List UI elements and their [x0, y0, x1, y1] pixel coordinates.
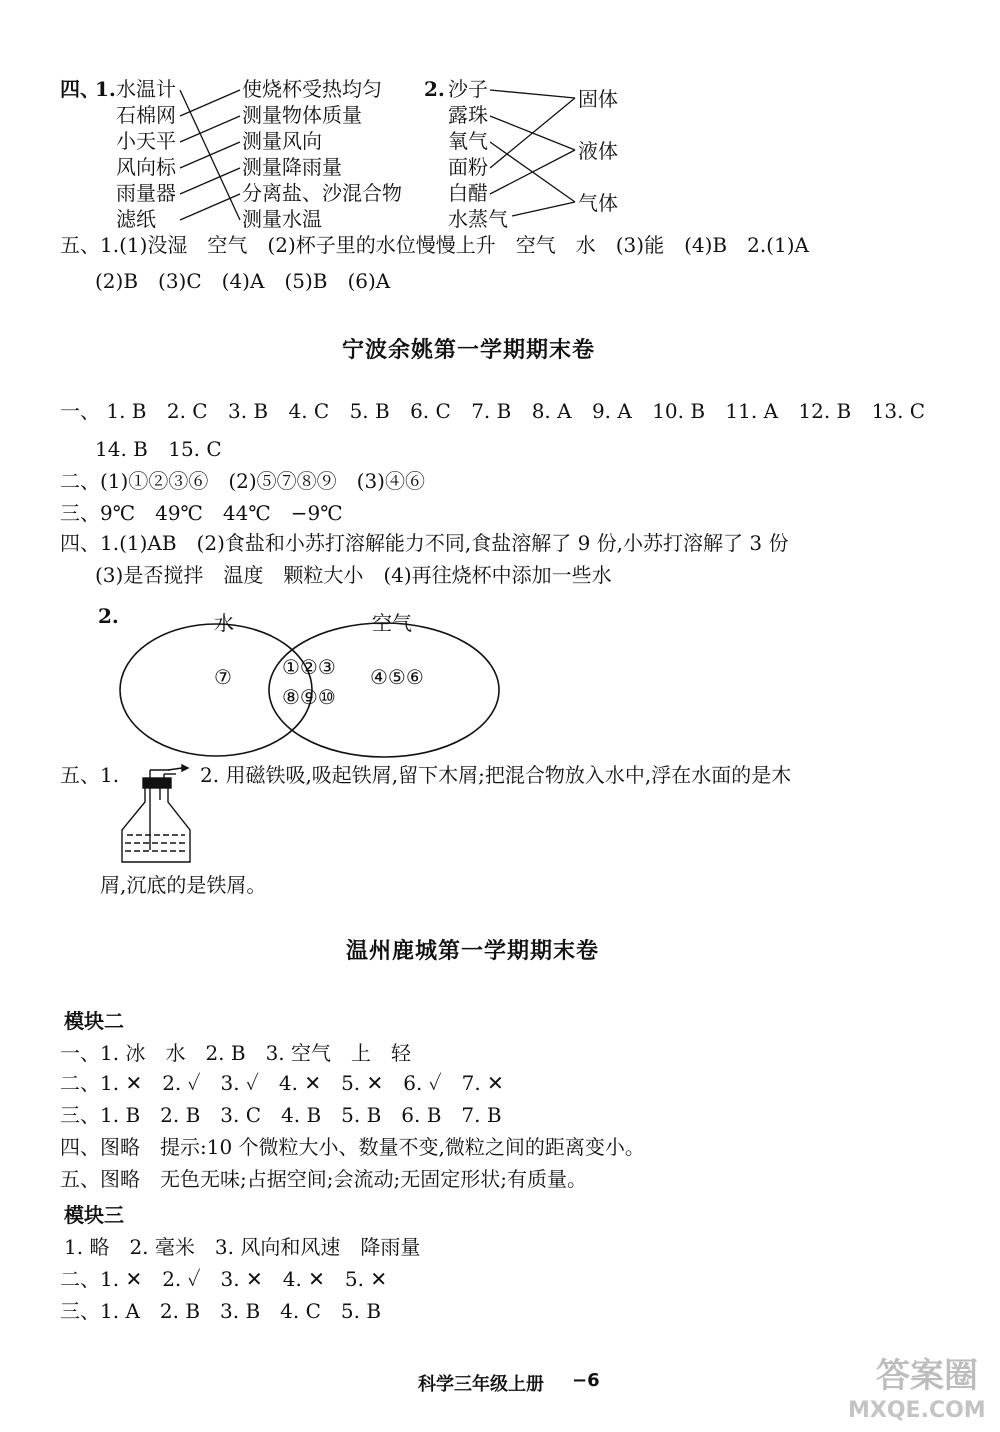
right-item-3: 测量风向 [242, 129, 322, 153]
ningbo-s1-row2 [95, 436, 236, 462]
s1-item: 4. C [288, 399, 330, 423]
ningbo-s3: 三、9℃ 49℃ 44℃ −9℃ [60, 501, 343, 525]
left-item-2: 石棉网 [116, 103, 176, 127]
m2-line4: 四、图略 提示:10 个微粒大小、数量不变,微粒之间的距离变小。 [60, 1135, 645, 1159]
substance-2: 露珠 [448, 103, 488, 127]
ningbo-s2: 二、(1)①②③⑥ (2)⑤⑦⑧⑨ (3)④⑥ [60, 469, 425, 493]
substance-5: 白醋 [448, 181, 488, 205]
s1-label: 一、 [60, 399, 100, 423]
s1-item: 14. B [95, 437, 148, 461]
s1-item: 7. B [471, 399, 512, 423]
match-line-vinegar [490, 150, 575, 194]
venn-label-water: 水 [214, 611, 234, 635]
venn-water-only: ⑦ [214, 665, 232, 689]
right-item-1: 使烧杯受热均匀 [242, 77, 382, 101]
m2-line3: 三、1. B 2. B 3. C 4. B 5. B 6. B 7. B [60, 1103, 502, 1127]
s1-item: 10. B [652, 399, 706, 423]
ningbo-s4-line2: (3)是否搅拌 温度 颗粒大小 (4)再往烧杯中添加一些水 [95, 563, 612, 587]
s1-item: 15. C [168, 437, 222, 461]
left-item-5: 雨量器 [116, 181, 176, 205]
substance-6: 水蒸气 [448, 207, 508, 231]
match-line-asbestos [180, 90, 240, 116]
right-item-6: 测量水温 [242, 207, 322, 231]
substance-3: 氧气 [448, 129, 488, 153]
venn-air-only: ④⑤⑥ [370, 665, 424, 689]
s1-item: 12. B [798, 399, 852, 423]
m3-line1: 1. 略 2. 毫米 3. 风向和风速 降雨量 [64, 1235, 421, 1259]
q5-line1: 五、1.(1)没湿 空气 (2)杯子里的水位慢慢上升 空气 水 (3)能 (4)B 2.(1)A [60, 233, 809, 257]
venn-both-row2: ⑧⑨⑩ [282, 685, 336, 709]
watermark-site: MXQE.COM [848, 1398, 986, 1423]
venn-label-air: 空气 [372, 611, 412, 635]
left-item-4: 风向标 [116, 155, 176, 179]
m3-line2: 二、1. ✕ 2. ✓ 3. ✕ 4. ✕ 5. ✕ [60, 1267, 388, 1291]
m2-line1: 一、1. 冰 水 2. B 3. 空气 上 轻 [60, 1041, 412, 1065]
s1-item: 1. B [106, 399, 147, 423]
s1-item: 11. A [725, 399, 779, 423]
substance-4: 面粉 [448, 155, 488, 179]
match-line-flour [490, 98, 575, 168]
right-item-2: 测量物体质量 [242, 103, 362, 127]
ningbo-s4-line1: 四、1.(1)AB (2)食盐和小苏打溶解能力不同,食盐溶解了 9 份,小苏打溶解了 3 份 [60, 531, 789, 555]
ningbo-s4-2-number: 2. [98, 604, 119, 628]
ningbo-s1-row1 [60, 398, 925, 424]
watermark-logo: 答案圈 [876, 1356, 978, 1396]
match-line-vapor [512, 202, 575, 216]
match-line-balance [180, 116, 240, 142]
s1-item: 6. C [410, 399, 451, 423]
q4-1-number: 1. [95, 77, 116, 101]
m2-line2: 二、1. ✕ 2. ✓ 3. ✓ 4. ✕ 5. ✕ 6. ✓ 7. ✕ [60, 1071, 504, 1095]
right-item-5: 分离盐、沙混合物 [242, 181, 402, 205]
bottle-diagram [122, 765, 190, 862]
match-line-vane [180, 142, 240, 168]
footer-page-number: −6 [572, 1370, 600, 1391]
s1-item: 9. A [591, 399, 632, 423]
match-line-sand [490, 90, 575, 98]
module3-title: 模块三 [64, 1203, 124, 1227]
s1-item: 8. A [531, 399, 572, 423]
state-gas: 气体 [578, 191, 618, 215]
left-item-1: 水温计 [116, 77, 176, 101]
left-item-3: 小天平 [116, 129, 176, 153]
q4-label: 四、 [60, 77, 100, 101]
match-line-raingauge [180, 168, 240, 194]
footer-book-title: 科学三年级上册 [418, 1374, 544, 1395]
state-liquid: 液体 [578, 139, 618, 163]
right-item-4: 测量降雨量 [242, 155, 342, 179]
ningbo-s5-label: 五、1. [60, 763, 120, 787]
section-title-wenzhou: 温州鹿城第一学期期末卷 [346, 939, 600, 964]
q4-2-number: 2. [424, 77, 445, 101]
s1-item: 2. C [166, 399, 208, 423]
venn-both-row1: ①②③ [282, 655, 336, 679]
match-line-filter [180, 194, 240, 220]
left-item-6: 滤纸 [116, 207, 156, 231]
ningbo-s5-2: 2. 用磁铁吸,吸起铁屑,留下木屑;把混合物放入水中,浮在水面的是木 [200, 763, 792, 787]
module2-title: 模块二 [64, 1009, 124, 1033]
s1-item: 13. C [871, 399, 926, 423]
substance-1: 沙子 [448, 77, 488, 101]
m3-line3: 三、1. A 2. B 3. B 4. C 5. B [60, 1299, 382, 1323]
section-title-ningbo: 宁波余姚第一学期期末卷 [342, 338, 596, 363]
state-solid: 固体 [578, 87, 618, 111]
ningbo-s5-2-cont: 屑,沉底的是铁屑。 [100, 873, 267, 897]
s1-item: 3. B [227, 399, 269, 423]
m2-line5: 五、图略 无色无味;占据空间;会流动;无固定形状;有质量。 [60, 1167, 587, 1191]
q5-line2: (2)B (3)C (4)A (5)B (6)A [95, 269, 391, 293]
s1-item: 5. B [349, 399, 390, 423]
